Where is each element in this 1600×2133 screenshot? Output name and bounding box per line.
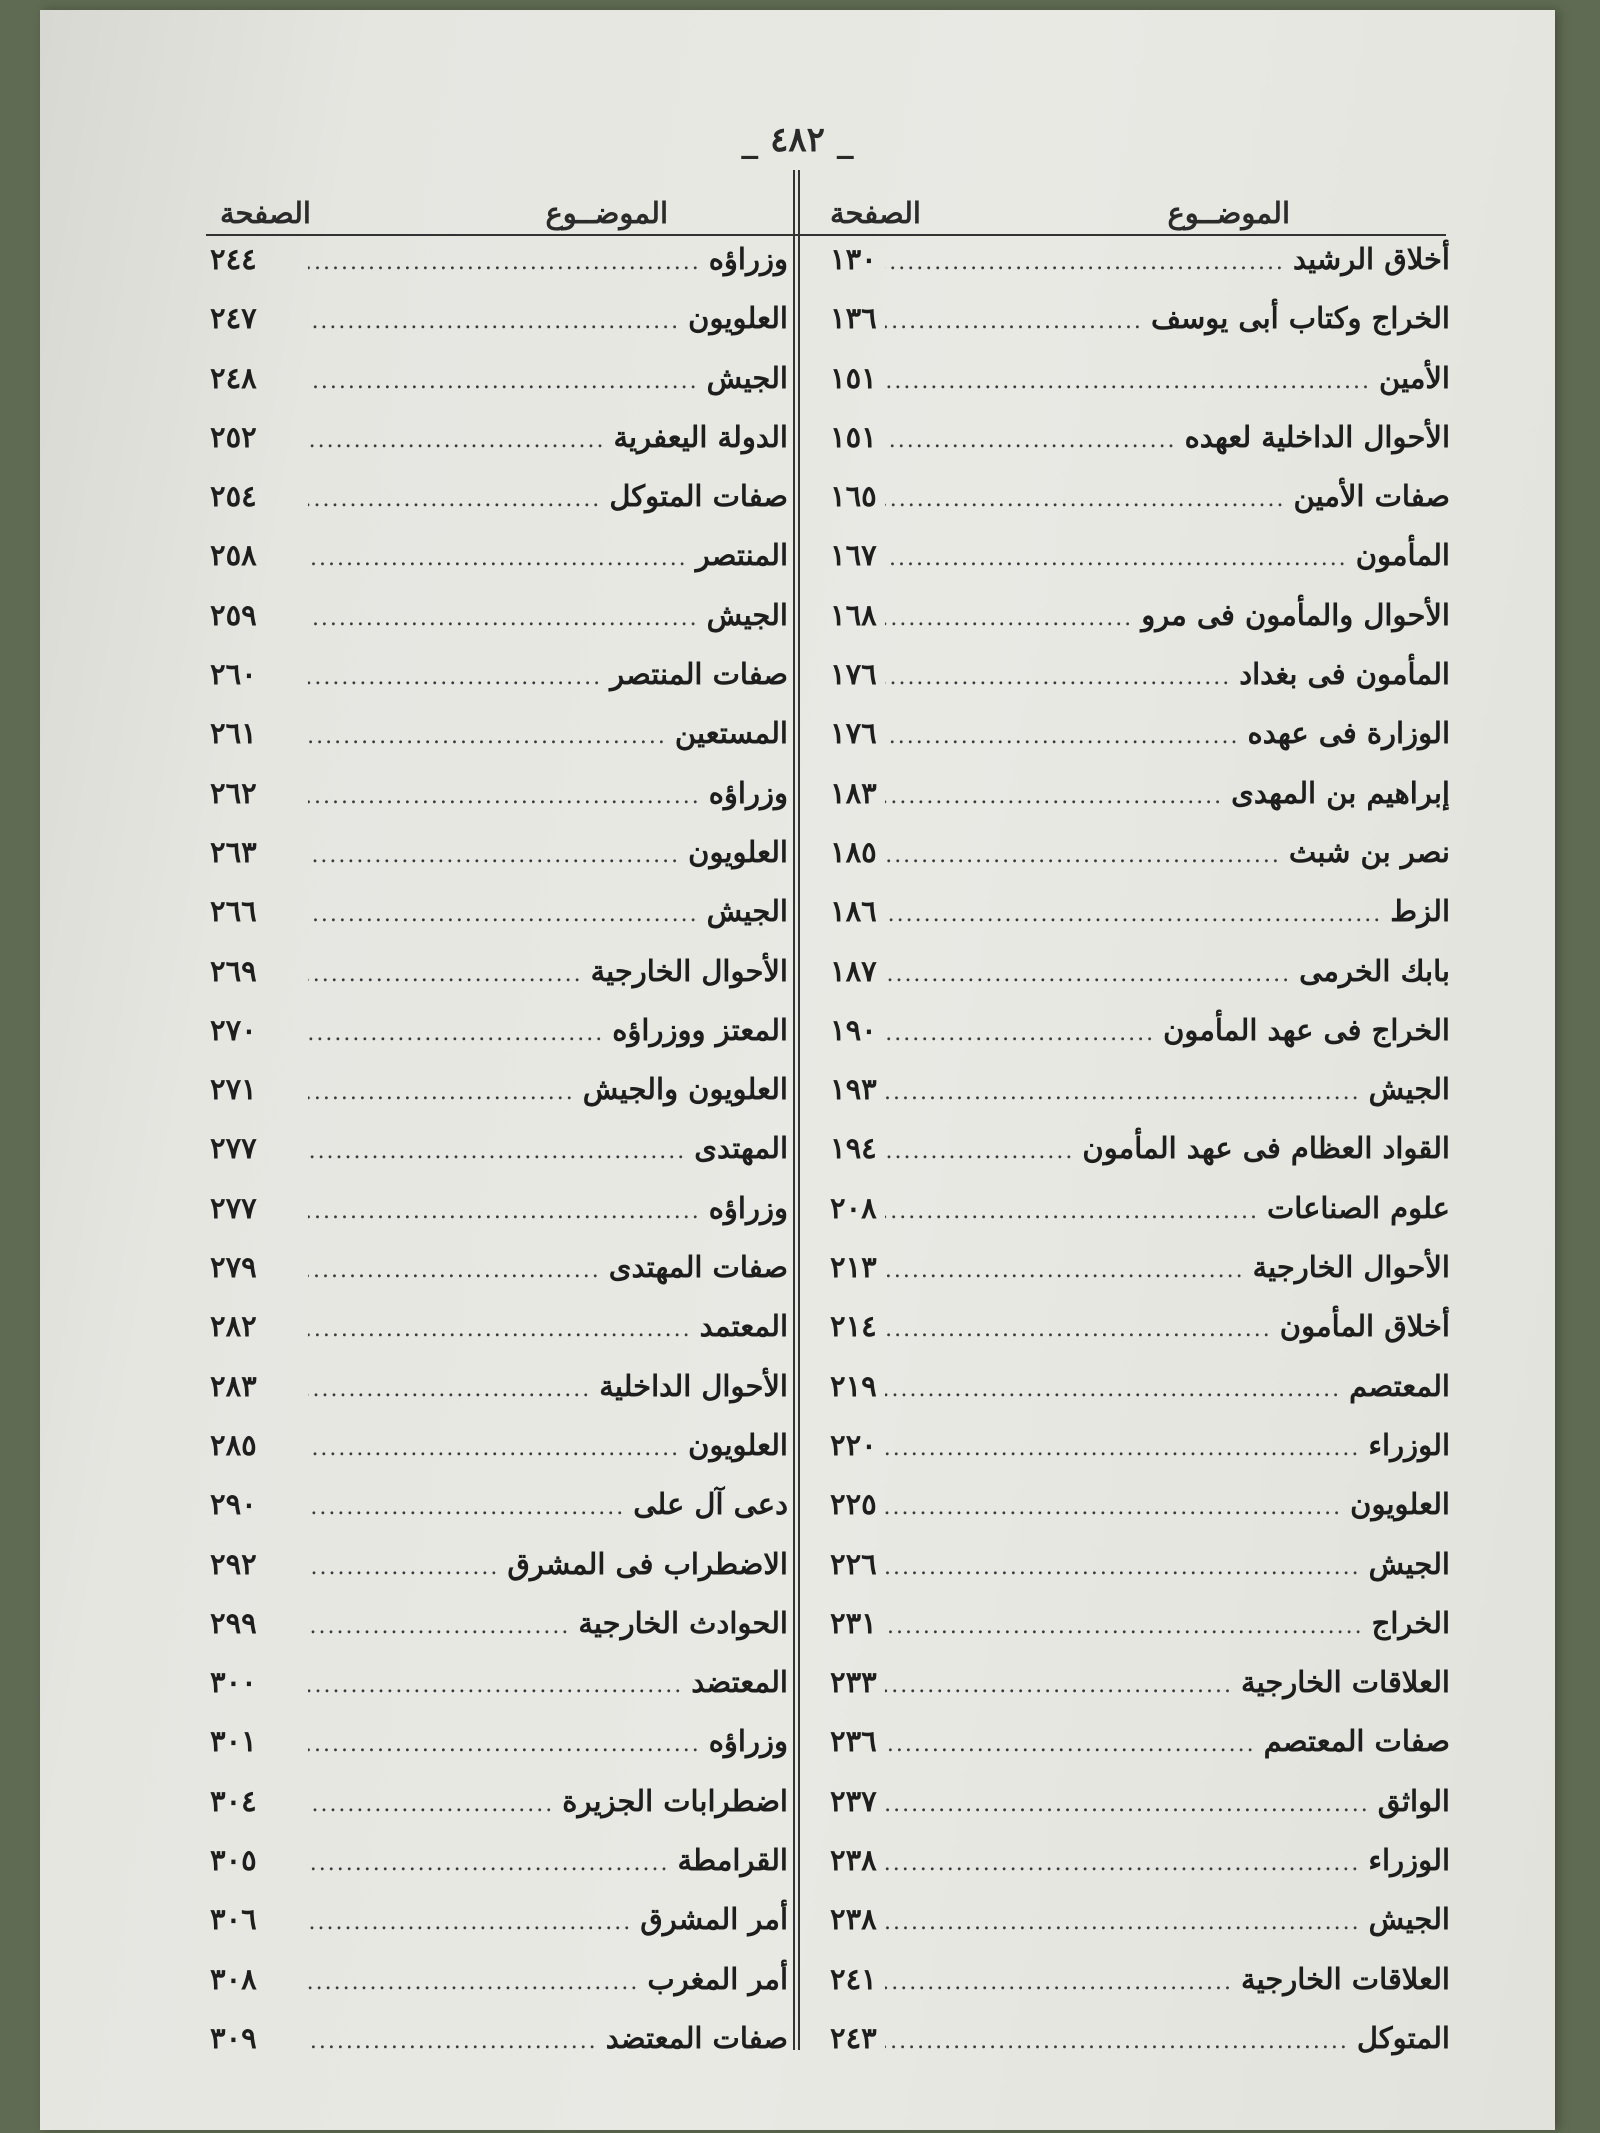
entry-page-number: ٣٠١: [210, 1724, 257, 1759]
entry-page-number: ٢١٩: [830, 1368, 877, 1403]
index-entry: [210, 1962, 788, 2021]
entry-topic: وزراؤه: [708, 1724, 788, 1759]
dot-leader: [308, 1199, 701, 1224]
index-entry: [830, 657, 1450, 716]
entry-page-number: ٢٣٣: [830, 1665, 877, 1700]
dot-leader: [885, 1910, 1361, 1935]
entry-page-number: ١٩٤: [830, 1131, 877, 1166]
index-entry: [830, 479, 1450, 538]
entry-topic: الخراج فى عهد المأمون: [1163, 1012, 1450, 1047]
dot-leader: [885, 606, 1133, 631]
entry-topic: المستعين: [674, 716, 788, 751]
index-entry: [830, 1131, 1450, 1190]
entry-page-number: ٢٩٩: [210, 1605, 257, 1640]
entry-topic: الواثق: [1377, 1783, 1450, 1818]
dot-leader: [885, 1970, 1233, 1995]
index-entry: [830, 1606, 1450, 1665]
dot-leader: [308, 1495, 625, 1520]
entry-page-number: ٢٣١: [830, 1605, 877, 1640]
index-entry: [830, 1902, 1450, 1961]
entry-topic: المعتمد: [699, 1309, 788, 1344]
dot-leader: [885, 1317, 1272, 1342]
index-entry: [830, 538, 1450, 597]
index-entry: [210, 538, 788, 597]
index-entry: [830, 361, 1450, 420]
entry-topic: صفات المهتدى: [608, 1250, 788, 1285]
dot-leader: [308, 1910, 632, 1935]
entry-page-number: ٣٠٤: [210, 1783, 257, 1818]
index-entry: [830, 835, 1450, 894]
entry-topic: العلويون: [688, 301, 788, 336]
dot-leader: [885, 487, 1286, 512]
entry-page-number: ٢٩٠: [210, 1487, 257, 1522]
index-column-right: [830, 180, 1450, 2080]
dot-leader: [885, 1555, 1361, 1580]
dot-leader: [308, 1258, 601, 1283]
dot-leader: [308, 784, 701, 809]
entry-page-number: ١٨٦: [830, 894, 877, 929]
entry-topic: صفات الأمين: [1293, 479, 1450, 514]
entry-page-number: ١٦٨: [830, 597, 877, 632]
index-entry: [210, 776, 788, 835]
entry-topic: العلاقات الخارجية: [1241, 1665, 1450, 1700]
entry-page-number: ٢١٤: [830, 1309, 877, 1344]
entry-topic: اضطرابات الجزيرة: [562, 1783, 788, 1818]
dot-leader: [885, 1258, 1245, 1283]
entry-page-number: ١٧٦: [830, 657, 877, 692]
entry-page-number: ٢٣٨: [830, 1843, 877, 1878]
index-entry: [830, 1013, 1450, 1072]
index-entry: [830, 1191, 1450, 1250]
entry-page-number: ٢٦٦: [210, 894, 257, 929]
dot-leader: [308, 250, 701, 275]
entry-page-number: ٣٠٨: [210, 1961, 257, 1996]
entry-topic: أخلاق الرشيد: [1292, 242, 1450, 276]
entry-topic: الوزارة فى عهده: [1247, 716, 1450, 751]
book-page: [40, 10, 1555, 2130]
entry-topic: أمر المشرق: [640, 1902, 788, 1937]
index-entry: [830, 420, 1450, 479]
entry-topic: الجيش: [1368, 1072, 1450, 1107]
index-entry: [830, 1309, 1450, 1368]
entry-topic: المعتز ووزراؤه: [612, 1012, 788, 1047]
dot-leader: [885, 428, 1177, 453]
entry-topic: الأحوال الخارجية: [590, 953, 788, 988]
index-entry: [830, 894, 1450, 953]
dot-leader: [308, 1614, 570, 1639]
entry-page-number: ٢٥٩: [210, 597, 257, 632]
entry-topic: صفات المنتصر: [610, 657, 788, 692]
dot-leader: [885, 1199, 1259, 1224]
dot-leader: [885, 724, 1240, 749]
entry-page-number: ٢١٣: [830, 1250, 877, 1285]
entry-page-number: ١٦٧: [830, 538, 877, 573]
entry-topic: الأحوال والمأمون فى مرو: [1141, 597, 1450, 632]
entry-page-number: ٢٤٤: [210, 242, 257, 276]
header-page: الصفحة: [220, 196, 311, 230]
index-entry: [830, 1250, 1450, 1309]
entry-page-number: ٢٠٨: [830, 1190, 877, 1225]
entry-topic: الأحوال الخارجية: [1252, 1250, 1450, 1285]
entry-page-number: ٢٤٣: [830, 2020, 877, 2055]
index-entry: [210, 1191, 788, 1250]
dot-leader: [885, 1614, 1364, 1639]
entry-topic: الوزراء: [1368, 1843, 1450, 1878]
entry-topic: المعتصم: [1349, 1368, 1450, 1403]
dot-leader: [308, 546, 688, 571]
dot-leader: [885, 309, 1143, 334]
dot-leader: [308, 487, 601, 512]
index-entry: [210, 598, 788, 657]
entry-page-number: ١٨٣: [830, 775, 877, 810]
dot-leader: [308, 1377, 591, 1402]
dot-leader: [885, 1851, 1361, 1876]
dot-leader: [308, 1792, 554, 1817]
index-entry: [830, 301, 1450, 360]
entry-topic: الجيش: [1368, 1546, 1450, 1581]
index-entry: [210, 1250, 788, 1309]
index-entry: [210, 1902, 788, 1961]
entry-page-number: ٢٩٢: [210, 1546, 257, 1581]
index-entry: [210, 954, 788, 1013]
index-entry: [210, 1724, 788, 1783]
dot-leader: [885, 1080, 1361, 1105]
entry-topic: المنتصر: [695, 538, 788, 573]
entry-topic: المتوكل: [1356, 2020, 1450, 2055]
entry-topic: الأحوال الداخلية: [599, 1368, 788, 1403]
entry-topic: صفات المعتضد: [605, 2020, 788, 2055]
entry-page-number: ١٧٦: [830, 716, 877, 751]
dot-leader: [885, 962, 1291, 987]
entry-topic: علوم الصناعات: [1266, 1190, 1450, 1225]
index-entry: [210, 2021, 788, 2080]
index-entry: [830, 954, 1450, 1013]
entry-page-number: ٢٨٢: [210, 1309, 257, 1344]
entry-topic: صفات المعتصم: [1263, 1724, 1450, 1759]
index-entry: [830, 1428, 1450, 1487]
entry-page-number: ٣٠٥: [210, 1843, 257, 1878]
index-entry: [830, 242, 1450, 301]
header-topic: الموضــوع: [545, 196, 668, 230]
index-entry: [210, 1131, 788, 1190]
index-entry: [830, 1784, 1450, 1843]
entry-page-number: ٢٢٠: [830, 1427, 877, 1462]
index-entry: [830, 1072, 1450, 1131]
index-entry: [210, 1428, 788, 1487]
entry-topic: العلويون: [688, 834, 788, 869]
entry-page-number: ٣٠٦: [210, 1902, 257, 1937]
index-entry: [210, 242, 788, 301]
entry-topic: الخراج: [1371, 1605, 1450, 1640]
index-entry: [210, 1606, 788, 1665]
dot-leader: [885, 250, 1285, 275]
index-entry: [210, 1072, 788, 1131]
entry-topic: أمر المغرب: [647, 1961, 788, 1996]
dot-leader: [308, 2029, 598, 2054]
index-entry: [830, 1724, 1450, 1783]
entry-topic: المأمون فى بغداد: [1239, 657, 1450, 692]
entry-page-number: ٢٦٢: [210, 775, 257, 810]
dot-leader: [308, 902, 699, 927]
dot-leader: [308, 309, 680, 334]
entry-topic: القواد العظام فى عهد المأمون: [1082, 1131, 1450, 1166]
column-divider: [793, 170, 800, 2050]
index-entry: [210, 1013, 788, 1072]
entry-page-number: ٢٧٠: [210, 1012, 257, 1047]
header-page: الصفحة: [830, 196, 921, 230]
entry-page-number: ١٣٠: [830, 242, 877, 276]
entry-page-number: ٢٦٣: [210, 834, 257, 869]
index-entry: [830, 716, 1450, 775]
entry-topic: وزراؤه: [708, 775, 788, 810]
entry-topic: الأمين: [1379, 360, 1450, 395]
dot-leader: [308, 1139, 686, 1164]
entry-topic: الجيش: [1368, 1902, 1450, 1937]
entry-topic: الحوادث الخارجية: [578, 1605, 788, 1640]
dot-leader: [885, 1495, 1342, 1520]
entry-page-number: ١٥١: [830, 419, 877, 454]
dot-leader: [308, 1732, 701, 1757]
entry-topic: الزط: [1390, 894, 1450, 929]
dot-leader: [885, 1139, 1075, 1164]
entry-page-number: ٢٥٨: [210, 538, 257, 573]
page-number: _ ٤٨٢ _: [741, 120, 854, 160]
entry-topic: الجيش: [706, 597, 788, 632]
entry-page-number: ٢٢٥: [830, 1487, 877, 1522]
dot-leader: [308, 1080, 575, 1105]
dot-leader: [308, 428, 605, 453]
entry-page-number: ٢٤١: [830, 1961, 877, 1996]
header-topic: الموضــوع: [1167, 196, 1290, 230]
entry-page-number: ١٨٥: [830, 834, 877, 869]
entry-page-number: ١٦٥: [830, 479, 877, 514]
entry-page-number: ١٥١: [830, 360, 877, 395]
entry-topic: الأحوال الداخلية لعهده: [1184, 419, 1450, 454]
entry-topic: الخراج وكتاب أبى يوسف: [1150, 301, 1450, 336]
entry-page-number: ٢٢٦: [830, 1546, 877, 1581]
index-entry: [210, 716, 788, 775]
index-entry: [210, 1843, 788, 1902]
index-entry: [830, 1547, 1450, 1606]
entry-topic: الوزراء: [1368, 1427, 1450, 1462]
dot-leader: [885, 843, 1281, 868]
dot-leader: [885, 902, 1383, 927]
dot-leader: [885, 369, 1371, 394]
entry-page-number: ٢٤٨: [210, 360, 257, 395]
entry-topic: المأمون: [1355, 538, 1450, 573]
dot-leader: [885, 1436, 1361, 1461]
dot-leader: [308, 1317, 692, 1342]
index-entry: [830, 776, 1450, 835]
index-entry: [830, 1487, 1450, 1546]
entry-page-number: ٢٧٧: [210, 1190, 257, 1225]
index-entry: [210, 420, 788, 479]
column-header-left: [210, 180, 788, 230]
index-entry: [830, 1369, 1450, 1428]
dot-leader: [308, 1673, 683, 1698]
entry-page-number: ٢٨٥: [210, 1427, 257, 1462]
entry-page-number: ١٩٠: [830, 1012, 877, 1047]
index-entry: [210, 1784, 788, 1843]
index-entry: [210, 1309, 788, 1368]
index-entry: [210, 1665, 788, 1724]
dot-leader: [308, 1021, 604, 1046]
index-entry: [210, 835, 788, 894]
index-entry: [210, 657, 788, 716]
entry-topic: وزراؤه: [708, 1190, 788, 1225]
index-entry: [210, 1487, 788, 1546]
entry-page-number: ٢٦٠: [210, 657, 257, 692]
entry-topic: نصر بن شبث: [1288, 834, 1450, 869]
index-column-left: [210, 180, 788, 2080]
dot-leader: [308, 1555, 499, 1580]
dot-leader: [885, 1732, 1256, 1757]
entry-page-number: ٢٣٧: [830, 1783, 877, 1818]
entry-page-number: ٣٠٩: [210, 2020, 257, 2055]
index-list-left: [210, 242, 788, 2080]
dot-leader: [885, 1021, 1155, 1046]
entry-page-number: ٢٥٤: [210, 479, 257, 514]
entry-page-number: ٣٠٠: [210, 1665, 257, 1700]
dot-leader: [308, 665, 602, 690]
index-entry: [210, 1547, 788, 1606]
index-entry: [830, 598, 1450, 657]
entry-topic: إبراهيم بن المهدى: [1231, 775, 1450, 810]
dot-leader: [308, 1436, 680, 1461]
entry-topic: الاضطراب فى المشرق: [507, 1546, 788, 1581]
entry-page-number: ١٨٧: [830, 953, 877, 988]
entry-page-number: ٢٧٧: [210, 1131, 257, 1166]
index-entry: [210, 301, 788, 360]
entry-topic: العلويون: [688, 1427, 788, 1462]
entry-page-number: ٢٥٢: [210, 419, 257, 454]
entry-topic: العلويون: [1350, 1487, 1450, 1522]
entry-topic: الجيش: [706, 360, 788, 395]
entry-page-number: ٢٦٩: [210, 953, 257, 988]
dot-leader: [308, 724, 667, 749]
entry-topic: الدولة اليعفرية: [613, 419, 788, 454]
entry-topic: صفات المتوكل: [609, 479, 788, 514]
dot-leader: [308, 606, 699, 631]
dot-leader: [885, 546, 1348, 571]
dot-leader: [885, 1673, 1233, 1698]
entry-topic: دعى آل على: [633, 1487, 788, 1522]
index-entry: [210, 479, 788, 538]
entry-topic: العلاقات الخارجية: [1241, 1961, 1450, 1996]
entry-page-number: ١٩٣: [830, 1072, 877, 1107]
dot-leader: [308, 843, 680, 868]
dot-leader: [885, 2029, 1349, 2054]
entry-page-number: ١٣٦: [830, 301, 877, 336]
dot-leader: [885, 1377, 1341, 1402]
entry-topic: وزراؤه: [708, 242, 788, 276]
dot-leader: [308, 962, 583, 987]
entry-page-number: ٢٣٨: [830, 1902, 877, 1937]
dot-leader: [308, 369, 699, 394]
entry-topic: المهتدى: [694, 1131, 788, 1166]
entry-page-number: ٢٦١: [210, 716, 257, 751]
dot-leader: [308, 1851, 670, 1876]
entry-topic: الجيش: [706, 894, 788, 929]
index-entry: [830, 1962, 1450, 2021]
entry-page-number: ٢٧٩: [210, 1250, 257, 1285]
entry-topic: العلويون والجيش: [582, 1072, 788, 1107]
index-entry: [210, 1369, 788, 1428]
index-entry: [210, 894, 788, 953]
index-list-right: [830, 242, 1450, 2080]
entry-topic: أخلاق المأمون: [1279, 1309, 1450, 1344]
dot-leader: [885, 784, 1223, 809]
dot-leader: [308, 1970, 639, 1995]
entry-page-number: ٢٤٧: [210, 301, 257, 336]
index-entry: [830, 2021, 1450, 2080]
index-entry: [210, 361, 788, 420]
entry-page-number: ٢٨٣: [210, 1368, 257, 1403]
index-entry: [830, 1665, 1450, 1724]
entry-page-number: ٢٣٦: [830, 1724, 877, 1759]
column-header-right: [830, 180, 1450, 230]
entry-topic: القرامطة: [677, 1843, 788, 1878]
entry-topic: بابك الخرمى: [1299, 953, 1450, 988]
dot-leader: [885, 665, 1231, 690]
dot-leader: [885, 1792, 1370, 1817]
index-entry: [830, 1843, 1450, 1902]
entry-topic: المعتضد: [691, 1665, 788, 1700]
entry-page-number: ٢٧١: [210, 1072, 257, 1107]
